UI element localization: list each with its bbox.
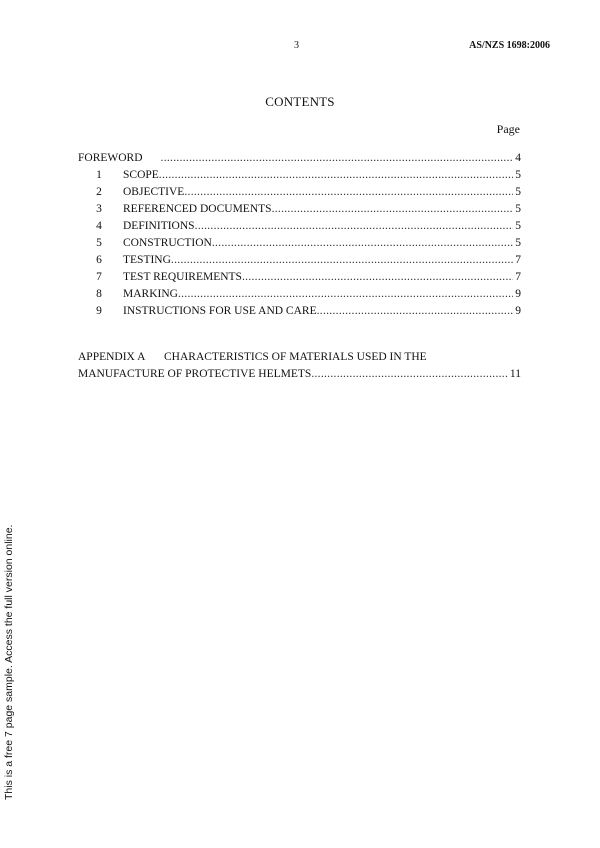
toc-page: 5 (515, 186, 521, 198)
toc-number: 6 (96, 254, 102, 266)
toc-row-appendix[interactable] (78, 349, 521, 383)
toc-row-section[interactable] (78, 218, 521, 235)
toc-page: 5 (515, 237, 521, 249)
contents-title: CONTENTS (265, 94, 335, 109)
toc-page: 5 (515, 203, 521, 215)
toc-page: 9 (515, 288, 521, 300)
toc-number: 4 (96, 220, 102, 232)
toc-leader-dots (195, 218, 514, 235)
toc-row-section[interactable] (78, 286, 521, 303)
toc-row-foreword[interactable] (78, 150, 521, 167)
toc-row-section[interactable] (78, 303, 521, 320)
toc-title: FOREWORD (78, 152, 143, 164)
toc-leader-dots (212, 235, 513, 252)
toc-leader-dots (171, 252, 513, 269)
page-column-header: Page (496, 122, 520, 136)
toc-page: 7 (515, 271, 521, 283)
toc-title: SCOPE (123, 169, 159, 181)
toc-leader-dots (159, 167, 513, 184)
toc-leader-dots (242, 269, 513, 286)
toc-title: INSTRUCTIONS FOR USE AND CARE (123, 305, 317, 317)
appendix-label: APPENDIX A (78, 351, 146, 363)
toc-title: MARKING (123, 288, 178, 300)
toc-number: 3 (96, 203, 102, 215)
toc-row-section[interactable] (78, 235, 521, 252)
toc-number: 2 (96, 186, 102, 198)
toc-title: REFERENCED DOCUMENTS (123, 203, 272, 215)
toc-page: 5 (515, 220, 521, 232)
toc-title: OBJECTIVE (123, 186, 185, 198)
toc-page: 5 (515, 169, 521, 181)
toc-row-section[interactable] (78, 184, 521, 201)
appendix-line-2 (78, 366, 521, 383)
appendix-title-line-2: MANUFACTURE OF PROTECTIVE HELMETS (78, 368, 312, 380)
toc-leader-dots (272, 201, 514, 218)
toc-leader-dots (161, 150, 514, 167)
toc-title: TEST REQUIREMENTS (123, 271, 242, 283)
toc-leader-dots (311, 366, 508, 383)
toc-page: 9 (515, 305, 521, 317)
sample-side-note: This is a free 7 page sample. Access the full version online. (3, 524, 15, 800)
toc-row-section[interactable] (78, 269, 521, 286)
toc-number: 5 (96, 237, 102, 249)
toc-number: 8 (96, 288, 102, 300)
toc-leader-dots (184, 184, 513, 201)
toc-title: TESTING (123, 254, 171, 266)
toc-number: 9 (96, 305, 102, 317)
toc-page: 7 (515, 254, 521, 266)
toc-row-section[interactable] (78, 167, 521, 184)
toc-title: CONSTRUCTION (123, 237, 212, 249)
standard-code: AS/NZS 1698:2006 (469, 40, 550, 51)
toc-page: 4 (515, 152, 521, 164)
appendix-title-line-1: CHARACTERISTICS OF MATERIALS USED IN THE (164, 351, 427, 363)
toc-row-section[interactable] (78, 252, 521, 269)
toc-number: 1 (96, 169, 102, 181)
toc-leader-dots (317, 303, 514, 320)
toc-leader-dots (178, 286, 513, 303)
table-of-contents (78, 150, 521, 320)
toc-title: DEFINITIONS (123, 220, 195, 232)
toc-number: 7 (96, 271, 102, 283)
toc-page: 11 (509, 368, 521, 380)
toc-row-section[interactable] (78, 201, 521, 218)
appendix-line-1 (78, 349, 521, 366)
page-number: 3 (294, 40, 299, 51)
